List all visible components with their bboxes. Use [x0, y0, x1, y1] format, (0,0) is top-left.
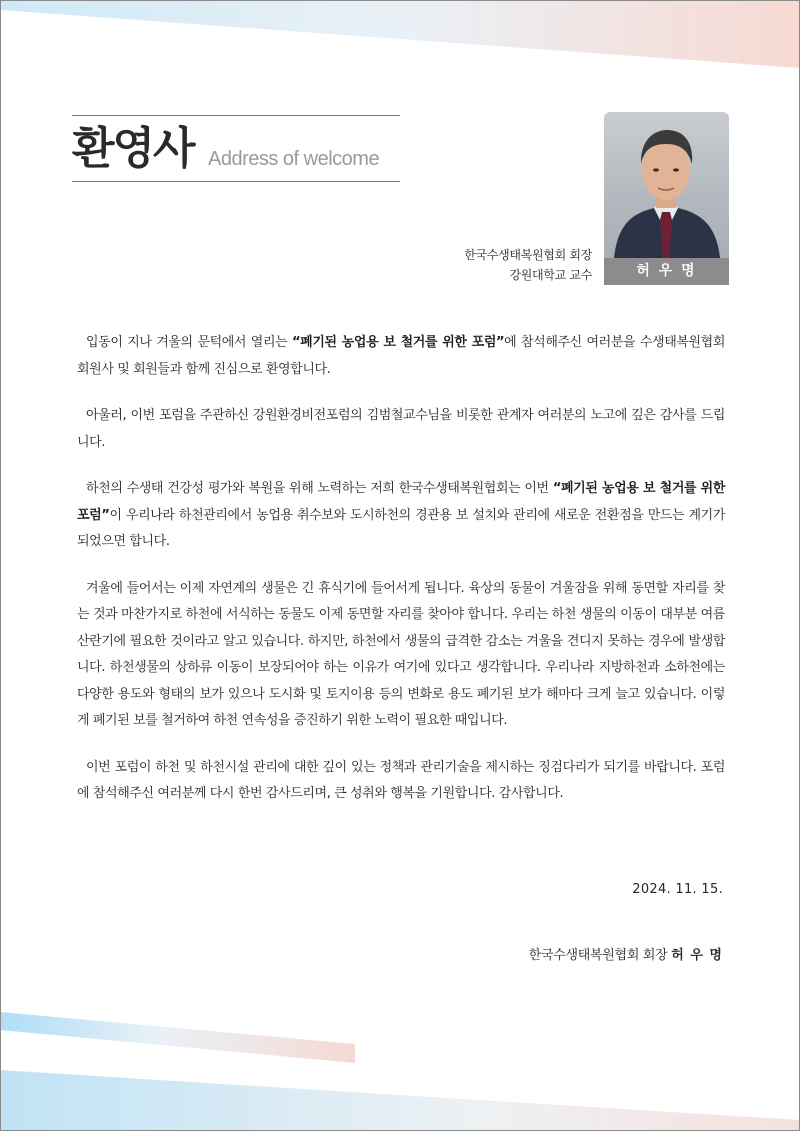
paragraph-3 [77, 476, 725, 556]
welcome-message-body [77, 330, 725, 828]
portrait-illustration [604, 112, 729, 258]
forum-title-emphasis: “폐기된 농업용 보 철거를 위한 포럼” [292, 335, 505, 350]
paragraph-4: 겨울에 들어서는 이제 자연계의 생물은 긴 휴식기에 들어서게 됩니다. 육상의 동물이 겨울잠을 위해 동면할 자리를 찾는 것과 마찬가지로 하천에 서식하는 동물도 이제 동면할 자리를 찾아야 합니다. 우리는 하천 생물의 이동이 대부분 여름 산란기에 필요한 것이라고 알고 있습니다. 하지만, 하천에서 생물의 급격한 감소는 겨울을 견디지 못하는 경우에 발생합니다. 하천생물의 상하류 이동이 보장되어야 하는 이유가 여기에 있다고 생각합니다. 우리나라 지방하천과 소하천에는 다양한 용도와 형태의 보가 있으나 도시화 및 토지이용 등의 변화로 용도 폐기된 보가 해마다 크게 늘고 있습니다. 이렇게 폐기된 보를 철거하여 하천 연속성을 증진하기 위한 노력이 필요한 때입니다. [77, 580, 725, 728]
paragraph-2: 아울러, 이번 포럼을 주관하신 강원환경비전포럼의 김범철교수님을 비롯한 관계자 여러분의 노고에 깊은 감사를 드립니다. [77, 408, 725, 450]
paragraph-1 [77, 330, 725, 383]
p1-text-b: 에 참석해주신 여러분을 수생태복원협회 회원사 및 회원들과 함께 진심으로 환영합니다. [77, 335, 725, 377]
forum-title-emphasis: “폐기된 농업용 보 철거를 위한 포럼” [77, 481, 726, 523]
author-name-plate: 허 우 명 [604, 258, 729, 285]
p1-text-a: 입동이 지나 겨울의 문턱에서 열리는 [86, 335, 293, 350]
p3-text-a: 하천의 수생태 건강성 평가와 복원을 위해 노력하는 저희 한국수생태복원협회는 이번 [86, 481, 553, 496]
affiliation-line-1: 한국수생태복원협회 회장 [464, 248, 592, 262]
signature-org: 한국수생태복원협회 회장 [528, 948, 672, 963]
title-top-rule [72, 115, 400, 116]
title-bottom-rule [72, 181, 400, 182]
page-title: 환영사 [72, 123, 194, 174]
affiliation-line-2: 강원대학교 교수 [509, 268, 592, 282]
p3-text-b: 이 우리나라 하천관리에서 농업용 취수보와 도시하천의 경관용 보 설치와 관리에 새로운 전환점을 만드는 계기가 되었으면 합니다. [77, 507, 725, 549]
signature [529, 944, 723, 963]
author-portrait [604, 112, 729, 258]
page-subtitle: Address of welcome [208, 148, 380, 170]
letter-date: 2024. 11. 15. [632, 882, 723, 897]
paragraph-5: 이번 포럼이 하천 및 하천시설 관리에 대한 깊이 있는 정책과 관리기술을 제시하는 징검다리가 되기를 바랍니다. 포럼에 참석해주신 여러분께 다시 한번 감사드리며, 큰 성취와 행복을 기원합니다. 감사합니다. [77, 759, 725, 801]
author-affiliation [464, 245, 592, 285]
signature-name: 허 우 명 [671, 948, 723, 963]
